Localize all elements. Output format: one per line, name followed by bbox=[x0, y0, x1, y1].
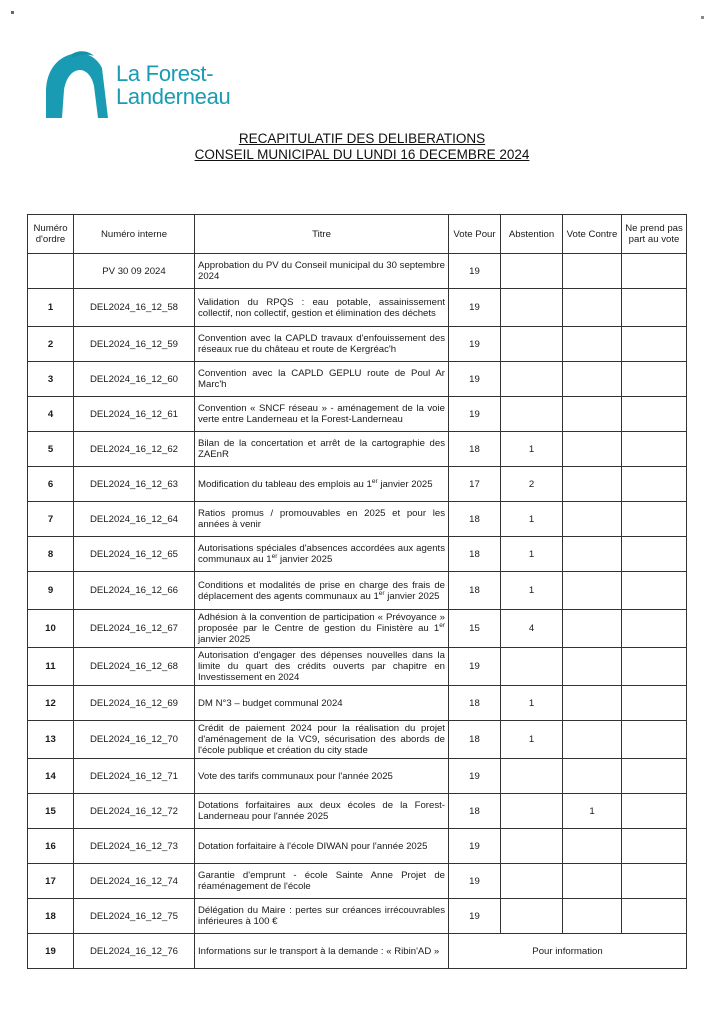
cell-numero: 2 bbox=[28, 327, 74, 362]
cell-numero-interne: DEL2024_16_12_63 bbox=[74, 467, 195, 502]
cell-numero-interne: DEL2024_16_12_65 bbox=[74, 537, 195, 572]
cell-vote-pour: 19 bbox=[449, 864, 501, 899]
titre-superscript: er bbox=[378, 589, 385, 597]
cell-ne-prend-pas-part bbox=[622, 829, 687, 864]
cell-titre bbox=[195, 537, 449, 572]
header-abstention: Abstention bbox=[501, 215, 563, 254]
logo-text-line2: Landerneau bbox=[116, 84, 231, 109]
table-row bbox=[28, 537, 687, 572]
cell-numero-interne: DEL2024_16_12_64 bbox=[74, 502, 195, 537]
table-row bbox=[28, 721, 687, 759]
cell-abstention bbox=[501, 397, 563, 432]
cell-abstention: 2 bbox=[501, 467, 563, 502]
table-row bbox=[28, 899, 687, 934]
cell-numero: 14 bbox=[28, 759, 74, 794]
cell-vote-pour: 18 bbox=[449, 721, 501, 759]
titre-text: janvier 2025 bbox=[377, 478, 433, 490]
cell-titre bbox=[195, 572, 449, 610]
table-row bbox=[28, 759, 687, 794]
cell-vote-contre bbox=[563, 721, 622, 759]
cell-vote-contre bbox=[563, 759, 622, 794]
table-row bbox=[28, 572, 687, 610]
cell-vote-contre bbox=[563, 327, 622, 362]
cell-vote-pour: 18 bbox=[449, 537, 501, 572]
cell-abstention bbox=[501, 289, 563, 327]
cell-ne-prend-pas-part bbox=[622, 397, 687, 432]
cell-titre: Bilan de la concertation et arrêt de la cartographie des ZAEnR bbox=[195, 432, 449, 467]
cell-vote-contre bbox=[563, 289, 622, 327]
cell-titre: DM N°3 – budget communal 2024 bbox=[195, 686, 449, 721]
header-ne-prend-pas-part: Ne prend pas part au vote bbox=[622, 215, 687, 254]
cell-numero-interne: DEL2024_16_12_58 bbox=[74, 289, 195, 327]
cell-titre: Crédit de paiement 2024 pour la réalisation du projet d'aménagement de la VC9, sécurisation des abords de l'école publique et création du city stade bbox=[195, 721, 449, 759]
cell-ne-prend-pas-part bbox=[622, 537, 687, 572]
table-row bbox=[28, 397, 687, 432]
cell-numero: 3 bbox=[28, 362, 74, 397]
titre-text: janvier 2025 bbox=[384, 590, 440, 602]
cell-vote-contre bbox=[563, 397, 622, 432]
cell-titre: Convention « SNCF réseau » - aménagement de la voie verte entre Landerneau et la Forest-Landerneau bbox=[195, 397, 449, 432]
cell-pour-information: Pour information bbox=[449, 934, 687, 969]
scan-dot bbox=[11, 11, 14, 14]
cell-vote-contre bbox=[563, 467, 622, 502]
cell-ne-prend-pas-part bbox=[622, 289, 687, 327]
cell-vote-pour: 19 bbox=[449, 289, 501, 327]
cell-vote-contre bbox=[563, 572, 622, 610]
cell-abstention: 1 bbox=[501, 572, 563, 610]
cell-abstention: 1 bbox=[501, 432, 563, 467]
cell-ne-prend-pas-part bbox=[622, 432, 687, 467]
cell-vote-pour: 18 bbox=[449, 502, 501, 537]
cell-titre: Convention avec la CAPLD travaux d'enfouissement des réseaux rue du château et route de Kergréac'h bbox=[195, 327, 449, 362]
cell-numero: 10 bbox=[28, 610, 74, 648]
cell-abstention bbox=[501, 648, 563, 686]
cell-vote-pour: 19 bbox=[449, 397, 501, 432]
cell-vote-contre bbox=[563, 686, 622, 721]
cell-ne-prend-pas-part bbox=[622, 759, 687, 794]
cell-numero-interne: PV 30 09 2024 bbox=[74, 254, 195, 289]
heading-line2: CONSEIL MUNICIPAL DU LUNDI 16 DECEMBRE 2024 bbox=[194, 147, 530, 162]
cell-titre bbox=[195, 610, 449, 648]
titre-superscript: er bbox=[371, 477, 378, 485]
cell-vote-pour: 15 bbox=[449, 610, 501, 648]
cell-vote-pour: 18 bbox=[449, 686, 501, 721]
table-row bbox=[28, 432, 687, 467]
cell-numero-interne: DEL2024_16_12_75 bbox=[74, 899, 195, 934]
titre-text: Modification du tableau des emplois au 1 bbox=[198, 478, 372, 490]
table-row bbox=[28, 829, 687, 864]
cell-numero-interne: DEL2024_16_12_59 bbox=[74, 327, 195, 362]
header-vote-contre: Vote Contre bbox=[563, 215, 622, 254]
cell-vote-contre bbox=[563, 432, 622, 467]
table-row bbox=[28, 502, 687, 537]
cell-numero: 16 bbox=[28, 829, 74, 864]
cell-abstention bbox=[501, 829, 563, 864]
cell-ne-prend-pas-part bbox=[622, 794, 687, 829]
heading-line1: RECAPITULATIF DES DELIBERATIONS bbox=[238, 131, 486, 146]
cell-ne-prend-pas-part bbox=[622, 254, 687, 289]
table-header-row bbox=[28, 215, 687, 254]
cell-numero-interne: DEL2024_16_12_66 bbox=[74, 572, 195, 610]
cell-titre: Informations sur le transport à la demande : « Ribin'AD » bbox=[195, 934, 449, 969]
cell-ne-prend-pas-part bbox=[622, 864, 687, 899]
titre-text: Autorisations spéciales d'absences accordées aux agents communaux au 1 bbox=[198, 543, 445, 565]
cell-ne-prend-pas-part bbox=[622, 467, 687, 502]
cell-ne-prend-pas-part bbox=[622, 648, 687, 686]
cell-numero-interne: DEL2024_16_12_71 bbox=[74, 759, 195, 794]
arch-logo-icon bbox=[42, 48, 114, 120]
cell-titre: Convention avec la CAPLD GEPLU route de Poul Ar Marc'h bbox=[195, 362, 449, 397]
document-heading bbox=[0, 131, 724, 163]
cell-numero-interne: DEL2024_16_12_60 bbox=[74, 362, 195, 397]
table-row bbox=[28, 254, 687, 289]
cell-titre: Autorisation d'engager des dépenses nouvelles dans la limite du quart des crédits ouverts par chapitre en Investissement en 2024 bbox=[195, 648, 449, 686]
cell-numero: 6 bbox=[28, 467, 74, 502]
cell-numero-interne: DEL2024_16_12_68 bbox=[74, 648, 195, 686]
table-row bbox=[28, 327, 687, 362]
header-vote-pour: Vote Pour bbox=[449, 215, 501, 254]
cell-ne-prend-pas-part bbox=[622, 899, 687, 934]
cell-vote-pour: 19 bbox=[449, 254, 501, 289]
cell-vote-contre bbox=[563, 362, 622, 397]
cell-numero-interne: DEL2024_16_12_69 bbox=[74, 686, 195, 721]
cell-titre: Validation du RPQS : eau potable, assainissement collectif, non collectif, gestion et élimination des déchets bbox=[195, 289, 449, 327]
cell-titre: Dotations forfaitaires aux deux écoles de la Forest-Landerneau pour l'année 2025 bbox=[195, 794, 449, 829]
cell-titre: Ratios promus / promouvables en 2025 et pour les années à venir bbox=[195, 502, 449, 537]
table-row bbox=[28, 934, 687, 969]
cell-ne-prend-pas-part bbox=[622, 686, 687, 721]
cell-vote-pour: 19 bbox=[449, 829, 501, 864]
table-row bbox=[28, 362, 687, 397]
cell-vote-contre bbox=[563, 610, 622, 648]
table-row bbox=[28, 467, 687, 502]
cell-abstention bbox=[501, 899, 563, 934]
cell-abstention: 1 bbox=[501, 537, 563, 572]
cell-abstention bbox=[501, 864, 563, 899]
cell-numero: 12 bbox=[28, 686, 74, 721]
cell-ne-prend-pas-part bbox=[622, 502, 687, 537]
cell-numero: 11 bbox=[28, 648, 74, 686]
cell-titre: Garantie d'emprunt - école Sainte Anne Projet de réaménagement de l'école bbox=[195, 864, 449, 899]
cell-vote-pour: 19 bbox=[449, 759, 501, 794]
scan-dot bbox=[701, 16, 704, 19]
cell-titre: Vote des tarifs communaux pour l'année 2025 bbox=[195, 759, 449, 794]
cell-titre: Dotation forfaitaire à l'école DIWAN pour l'année 2025 bbox=[195, 829, 449, 864]
cell-vote-pour: 19 bbox=[449, 899, 501, 934]
cell-numero bbox=[28, 254, 74, 289]
cell-ne-prend-pas-part bbox=[622, 721, 687, 759]
cell-abstention bbox=[501, 794, 563, 829]
cell-numero: 4 bbox=[28, 397, 74, 432]
cell-abstention: 1 bbox=[501, 721, 563, 759]
cell-numero: 1 bbox=[28, 289, 74, 327]
table-row bbox=[28, 794, 687, 829]
table-row bbox=[28, 686, 687, 721]
cell-numero: 8 bbox=[28, 537, 74, 572]
cell-numero: 7 bbox=[28, 502, 74, 537]
cell-vote-contre bbox=[563, 829, 622, 864]
cell-vote-pour: 18 bbox=[449, 572, 501, 610]
cell-abstention bbox=[501, 254, 563, 289]
titre-text: janvier 2025 bbox=[198, 634, 251, 645]
cell-numero: 13 bbox=[28, 721, 74, 759]
header-interne: Numéro interne bbox=[74, 215, 195, 254]
titre-text: janvier 2025 bbox=[277, 554, 333, 565]
cell-vote-pour: 19 bbox=[449, 327, 501, 362]
table-body bbox=[28, 254, 687, 969]
header-titre: Titre bbox=[195, 215, 449, 254]
cell-ne-prend-pas-part bbox=[622, 362, 687, 397]
logo-text-line1: La Forest- bbox=[116, 61, 214, 86]
cell-numero-interne: DEL2024_16_12_67 bbox=[74, 610, 195, 648]
cell-numero: 9 bbox=[28, 572, 74, 610]
cell-abstention bbox=[501, 362, 563, 397]
cell-titre bbox=[195, 467, 449, 502]
table-row bbox=[28, 610, 687, 648]
cell-abstention bbox=[501, 327, 563, 362]
cell-numero-interne: DEL2024_16_12_61 bbox=[74, 397, 195, 432]
cell-numero-interne: DEL2024_16_12_73 bbox=[74, 829, 195, 864]
cell-numero: 19 bbox=[28, 934, 74, 969]
cell-vote-contre bbox=[563, 648, 622, 686]
cell-numero: 15 bbox=[28, 794, 74, 829]
cell-abstention: 4 bbox=[501, 610, 563, 648]
cell-vote-contre bbox=[563, 864, 622, 899]
titre-text: Adhésion à la convention de participation « Prévoyance » proposée par le Centre de gestion du Finistère au 1 bbox=[198, 612, 445, 634]
cell-vote-contre: 1 bbox=[563, 794, 622, 829]
cell-vote-pour: 19 bbox=[449, 648, 501, 686]
table-row bbox=[28, 864, 687, 899]
header-numero: Numéro d'ordre bbox=[28, 215, 74, 254]
cell-numero: 18 bbox=[28, 899, 74, 934]
cell-vote-pour: 18 bbox=[449, 794, 501, 829]
titre-text: Conditions et modalités de prise en charge des frais de déplacement des agents communaux au 1 bbox=[198, 579, 445, 602]
cell-titre: Délégation du Maire : pertes sur créances irrécouvrables inférieures à 100 € bbox=[195, 899, 449, 934]
cell-numero: 17 bbox=[28, 864, 74, 899]
cell-vote-contre bbox=[563, 899, 622, 934]
cell-numero-interne: DEL2024_16_12_74 bbox=[74, 864, 195, 899]
deliberations-table bbox=[27, 214, 687, 969]
table-row bbox=[28, 648, 687, 686]
cell-numero-interne: DEL2024_16_12_72 bbox=[74, 794, 195, 829]
cell-ne-prend-pas-part bbox=[622, 327, 687, 362]
cell-titre: Approbation du PV du Conseil municipal du 30 septembre 2024 bbox=[195, 254, 449, 289]
cell-ne-prend-pas-part bbox=[622, 610, 687, 648]
municipality-logo bbox=[42, 48, 242, 120]
cell-abstention: 1 bbox=[501, 502, 563, 537]
cell-vote-contre bbox=[563, 254, 622, 289]
cell-vote-contre bbox=[563, 502, 622, 537]
titre-superscript: er bbox=[439, 621, 445, 629]
cell-vote-contre bbox=[563, 537, 622, 572]
cell-vote-pour: 19 bbox=[449, 362, 501, 397]
titre-superscript: er bbox=[271, 552, 278, 560]
cell-ne-prend-pas-part bbox=[622, 572, 687, 610]
cell-numero-interne: DEL2024_16_12_62 bbox=[74, 432, 195, 467]
cell-abstention: 1 bbox=[501, 686, 563, 721]
cell-vote-pour: 17 bbox=[449, 467, 501, 502]
cell-abstention bbox=[501, 759, 563, 794]
cell-numero: 5 bbox=[28, 432, 74, 467]
cell-vote-pour: 18 bbox=[449, 432, 501, 467]
table-row bbox=[28, 289, 687, 327]
cell-numero-interne: DEL2024_16_12_76 bbox=[74, 934, 195, 969]
cell-numero-interne: DEL2024_16_12_70 bbox=[74, 721, 195, 759]
